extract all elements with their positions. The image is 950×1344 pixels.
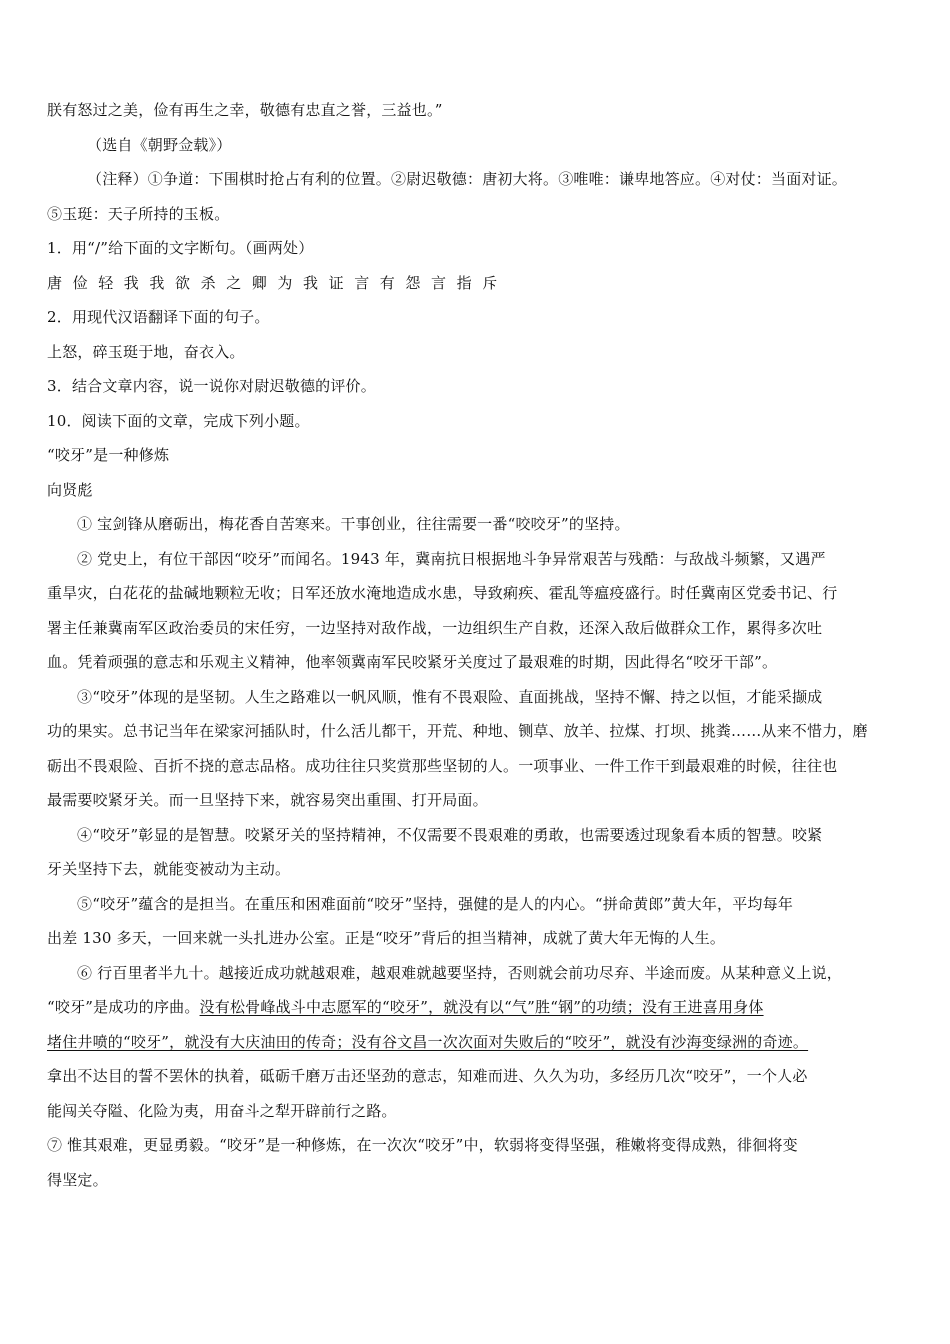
paragraph-1: ① 宝剑锋从磨砺出，梅花香自苦寒来。干事创业，往往需要一番“咬咬牙”的坚持。 (77, 515, 630, 533)
paragraph-2-line: 重旱灾，白花花的盐碱地颗粒无收；日军还放水淹地造成水患，导致痢疾、霍乱等瘟疫盛行。时任冀南区党委书记、行 (47, 584, 838, 602)
paragraph-7-line: 得坚定。 (47, 1171, 108, 1189)
paragraph-6-lead: “咬牙”是成功的序曲。 (47, 998, 200, 1016)
paragraph-3-line: 功的果实。总书记当年在梁家河插队时，什么活儿都干，开荒、种地、铡草、放羊、拉煤、打坝、挑粪……从来不惜力，磨 (47, 722, 868, 740)
paragraph-5-line: ⑤“咬牙”蕴含的是担当。在重压和困难面前“咬牙”坚持，强健的是人的内心。“拼命黄郎”黄大年，平均每年 (77, 895, 794, 913)
paragraph-6-line: 能闯关夺隘、化险为夷，用奋斗之犁开辟前行之路。 (47, 1102, 397, 1120)
paragraph-7-line: ⑦ 惟其艰难，更显勇毅。“咬牙”是一种修炼，在一次次“咬牙”中，软弱将变得坚强，稚嫩将变得成熟，徘徊将变 (47, 1136, 798, 1154)
paragraph-6-line: ⑥ 行百里者半九十。越接近成功就越艰难，越艰难就越要坚持，否则就会前功尽弃、半途而废。从某种意义上说， (77, 964, 842, 982)
paragraph-2-line: 署主任兼冀南军区政治委员的宋任穷，一边坚持对敌作战，一边组织生产自救，还深入敌后做群众工作，累得多次吐 (47, 619, 823, 637)
question-3: 3．结合文章内容，说一说你对尉迟敬德的评价。 (47, 377, 376, 395)
paragraph-2-line: ② 党史上，有位干部因“咬牙”而闻名。1943 年，冀南抗日根据地斗争异常艰苦与残酷：与敌战斗频繁，又遇严 (77, 550, 826, 568)
translation-sentence: 上怒，碎玉珽于地，奋衣入。 (47, 343, 245, 361)
question-10: 10．阅读下面的文章，完成下列小题。 (47, 412, 310, 430)
article-author: 向贤彪 (47, 481, 93, 499)
paragraph-4-line: ④“咬牙”彰显的是智慧。咬紧牙关的坚持精神，不仅需要不畏艰难的勇敢，也需要透过现象看本质的智慧。咬紧 (77, 826, 823, 844)
article-title: “咬牙”是一种修炼 (47, 446, 170, 464)
paragraph-5-line: 出差 130 多天，一回来就一头扎进办公室。正是“咬牙”背后的担当精神，成就了黄大年无悔的人生。 (47, 929, 726, 947)
annotation-line: ⑤玉珽：天子所持的玉板。 (47, 205, 230, 223)
question-2: 2．用现代汉语翻译下面的句子。 (47, 308, 270, 326)
underlined-passage: 堵住井喷的“咬牙”，就没有大庆油田的传奇；没有谷文昌一次次面对失败后的“咬牙”，就没有沙海变绿洲的奇迹。 (47, 1033, 809, 1051)
paragraph-4-line: 牙关坚持下去，就能变被动为主动。 (47, 860, 291, 878)
text-line: 朕有怒过之美，俭有再生之幸，敬德有忠直之誉，三益也。” (47, 101, 443, 119)
paragraph-3-line: 最需要咬紧牙关。而一旦坚持下来，就容易突出重围、打开局面。 (47, 791, 488, 809)
source-citation: （选自《朝野佥载》） (87, 136, 232, 154)
paragraph-6-line: 拿出不达目的誓不罢休的执着，砥砺千磨万击还坚劲的意志，知难而进、久久为功，多经历几次“咬牙”，一个人必 (47, 1067, 808, 1085)
paragraph-6-line (47, 997, 907, 1017)
annotation-line: （注释）①争道：下围棋时抢占有利的位置。②尉迟敬德：唐初大将。③唯唯：谦卑地答应。④对仗：当面对证。 (87, 170, 848, 188)
underlined-passage: 没有松骨峰战斗中志愿军的“咬牙”，就没有以“气”胜“钢”的功绩；没有王进喜用身体 (199, 998, 764, 1016)
paragraph-3-line: 砺出不畏艰险、百折不挠的意志品格。成功往往只奖赏那些坚韧的人。一项事业、一件工作干到最艰难的时候，往往也 (47, 757, 838, 775)
punctuation-exercise-text: 唐俭轻我我欲杀之卿为我证言有怨言指斥 (47, 274, 508, 292)
question-1: 1．用“/”给下面的文字断句。（画两处） (47, 239, 314, 257)
paragraph-2-line: 血。凭着顽强的意志和乐观主义精神，他率领冀南军民咬紧牙关度过了最艰难的时期，因此得名“咬牙干部”。 (47, 653, 778, 671)
paragraph-3-line: ③“咬牙”体现的是坚韧。人生之路难以一帆风顺，惟有不畏艰险、直面挑战，坚持不懈、持之以恒，才能采撷成 (77, 688, 823, 706)
